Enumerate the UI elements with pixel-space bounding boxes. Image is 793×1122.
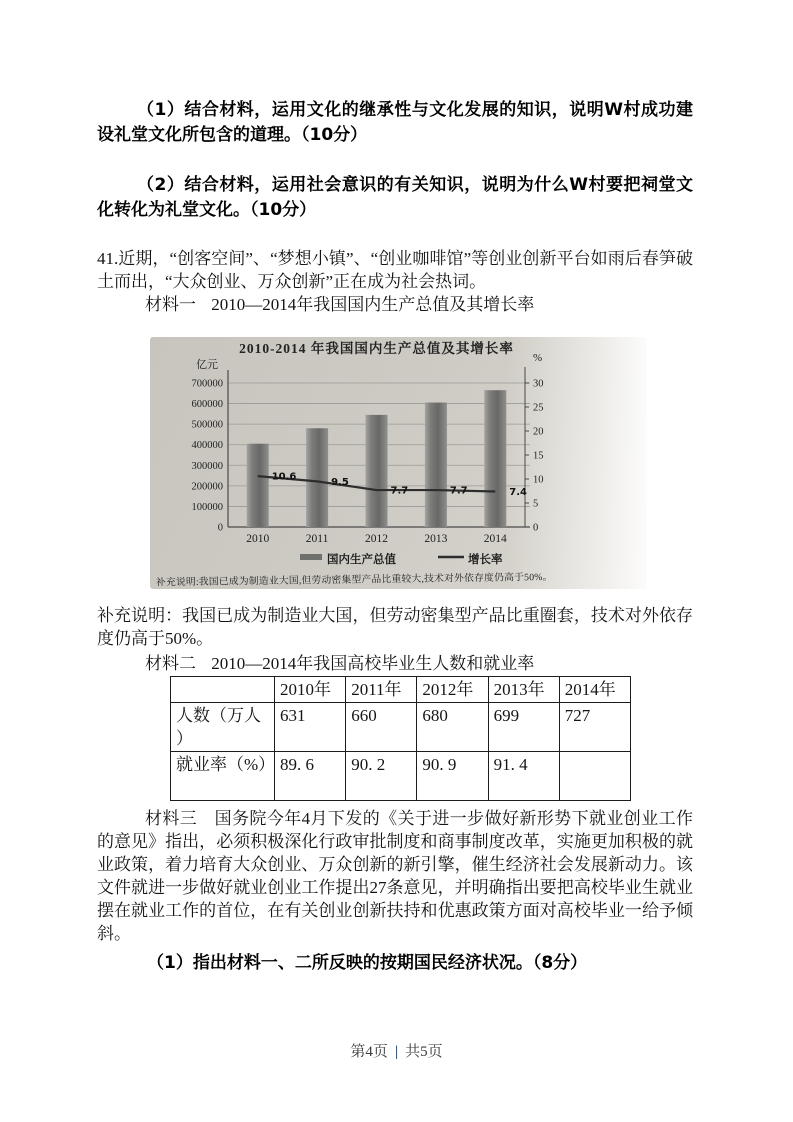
table-header-row [171, 677, 631, 703]
page-footer [0, 1040, 793, 1061]
svg-text:15: 15 [533, 450, 544, 462]
svg-text:25: 25 [533, 402, 544, 414]
footer-separator: | [394, 1044, 399, 1060]
material1-heading [97, 293, 693, 316]
svg-text:国内生产总值: 国内生产总值 [327, 554, 396, 566]
table-corner-cell [171, 677, 275, 703]
svg-text:200000: 200000 [191, 481, 223, 493]
table-cell: 90. 2 [346, 752, 417, 801]
material1-title: 2010—2014年我国国内生产总值及其增长率 [211, 295, 535, 314]
footer-page-number: 第4页 [350, 1044, 388, 1060]
svg-text:亿元: 亿元 [196, 359, 218, 371]
svg-text:%: % [533, 352, 543, 364]
svg-text:500000: 500000 [191, 419, 223, 431]
svg-text:10.6: 10.6 [271, 471, 297, 483]
table-header-year: 2010年 [275, 677, 346, 703]
question41-sub1: （1）指出材料一、二所反映的按期国民经济状况。（8分） [147, 953, 588, 973]
svg-text:600000: 600000 [191, 399, 223, 411]
table-header-year: 2013年 [488, 677, 559, 703]
question-culture-part1: （1）结合材料，运用文化的继承性与文化发展的知识，说明W村成功建设礼堂文化所包含的道理。（10分） [97, 100, 693, 145]
table-cell: 680 [417, 703, 488, 752]
table-row [171, 752, 631, 801]
svg-text:300000: 300000 [191, 460, 223, 472]
supplement-note: 补充说明：我国已成为制造业大国，但劳动密集型产品比重圈套，技术对外依存度仍高于50%。 [97, 606, 693, 648]
table-header-year: 2012年 [417, 677, 488, 703]
svg-text:30: 30 [533, 378, 544, 390]
material2-title: 2010—2014年我国高校毕业生人数和就业率 [211, 654, 535, 673]
question41-intro: 41.近期，“创客空间”、“梦想小镇”、“创业咖啡馆”等创业创新平台如雨后春笋破土而出，“大众创业、万众创新”正在成为社会热词。 [97, 249, 693, 291]
table-cell: 90. 9 [417, 752, 488, 801]
table-cell: 727 [559, 703, 630, 752]
table-cell: 699 [488, 703, 559, 752]
svg-text:7.7: 7.7 [449, 485, 468, 497]
gdp-chart-figure [150, 337, 647, 589]
graduates-table [170, 676, 631, 801]
material3-paragraph: 材料三 国务院今年4月下发的《关于进一步做好新形势下就业创业工作的意见》指出，必须积极深化行政审批制度和商事制度改革，实施更加积极的就业政策，着力培育大众创业、万众创新的新引擎，催生经济社会发展新动力。该文件就进一步做好就业创业工作提出27条意见，并明确指出要把高校毕业生就业摆在就业工作的首位，在有关创业创新扶持和优惠政策方面对高校毕业一给予倾斜。 [97, 809, 693, 943]
svg-text:700000: 700000 [191, 378, 223, 390]
table-row [171, 703, 631, 752]
svg-text:0: 0 [217, 522, 223, 534]
gdp-chart-svg [150, 337, 645, 589]
svg-text:10: 10 [533, 474, 544, 486]
svg-text:2010: 2010 [246, 533, 270, 545]
svg-text:增长率: 增长率 [468, 554, 503, 566]
table-cell: 660 [346, 703, 417, 752]
question-culture-part2: （2）结合材料，运用社会意识的有关知识，说明为什么W村要把祠堂文化转化为礼堂文化。（10分） [97, 175, 693, 220]
table-cell: 89. 6 [275, 752, 346, 801]
svg-text:7.4: 7.4 [509, 486, 528, 498]
table-header-year: 2011年 [346, 677, 417, 703]
table-header-year: 2014年 [559, 677, 630, 703]
svg-text:2011: 2011 [305, 533, 329, 545]
table-row-label: 人数（万人） [171, 703, 275, 752]
table-cell: 91. 4 [488, 752, 559, 801]
svg-text:2014: 2014 [483, 533, 507, 545]
material2-heading [97, 652, 693, 675]
svg-text:400000: 400000 [191, 440, 223, 452]
svg-text:0: 0 [533, 522, 539, 534]
material1-label: 材料一 [145, 295, 196, 314]
svg-text:5: 5 [533, 498, 539, 510]
svg-text:2013: 2013 [424, 533, 448, 545]
svg-text:2010-2014 年我国国内生产总值及其增长率: 2010-2014 年我国国内生产总值及其增长率 [239, 341, 514, 356]
table-cell: 631 [275, 703, 346, 752]
svg-text:补充说明:我国已成为制造业大国,但劳动密集型产品比重较大,技: 补充说明:我国已成为制造业大国,但劳动密集型产品比重较大,技术对外依存度仍高于50%。 [155, 571, 553, 589]
svg-text:9.5: 9.5 [331, 476, 349, 488]
material2-label: 材料二 [145, 654, 196, 673]
svg-text:7.7: 7.7 [390, 485, 409, 497]
svg-text:20: 20 [533, 426, 544, 438]
svg-text:2012: 2012 [365, 533, 388, 545]
table-cell [559, 752, 630, 801]
table-row-label: 就业率（%） [171, 752, 275, 801]
footer-total-pages: 共5页 [405, 1044, 443, 1060]
svg-text:100000: 100000 [191, 501, 223, 513]
